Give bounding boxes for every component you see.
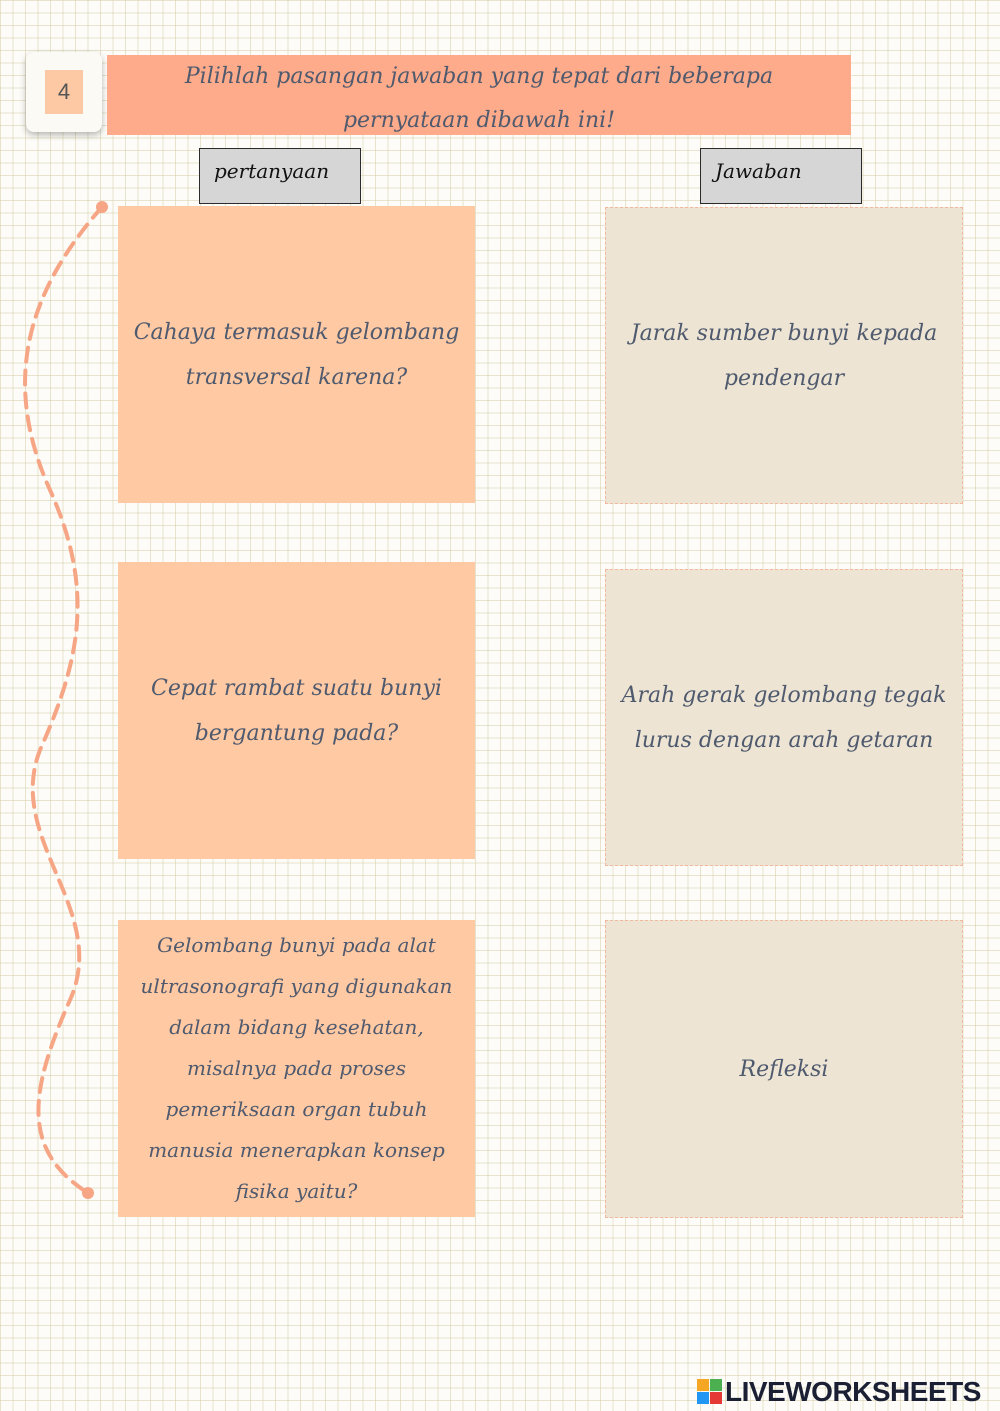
wave-start-dot — [96, 201, 108, 213]
liveworksheets-brand — [697, 1374, 981, 1410]
answer-card-3[interactable]: Refleksi — [605, 920, 963, 1218]
question-card-3[interactable]: Gelombang bunyi pada alat ultrasonografi yang digunakan dalam bidang kesehatan, misalnya pada proses pemeriksaan organ tubuh manusia menerapkan konsep fisika yaitu? — [118, 920, 475, 1217]
brand-name: LIVEWORKSHEETS — [725, 1376, 981, 1407]
questions-column-label: pertanyaan — [199, 148, 361, 204]
question-card-2[interactable]: Cepat rambat suatu bunyi bergantung pada? — [118, 562, 475, 859]
answer-card-2[interactable]: Arah gerak gelombang tegak lurus dengan arah getaran — [605, 569, 963, 866]
answers-column-label: Jawaban — [700, 148, 862, 204]
answer-card-1[interactable]: Jarak sumber bunyi kepada pendengar — [605, 207, 963, 504]
instruction-banner — [107, 55, 851, 135]
liveworksheets-logo-icon — [697, 1379, 723, 1405]
question-number: 4 — [45, 70, 83, 114]
question-card-1[interactable]: Cahaya termasuk gelombang transversal karena? — [118, 206, 475, 503]
decorative-wave-line — [0, 190, 120, 1205]
instruction-line-2: pernyataan dibawah ini! — [342, 108, 616, 133]
wave-end-dot — [82, 1187, 94, 1199]
instruction-line-1: Pilihlah pasangan jawaban yang tepat dari beberapa — [184, 64, 774, 89]
question-number-badge — [26, 52, 102, 132]
